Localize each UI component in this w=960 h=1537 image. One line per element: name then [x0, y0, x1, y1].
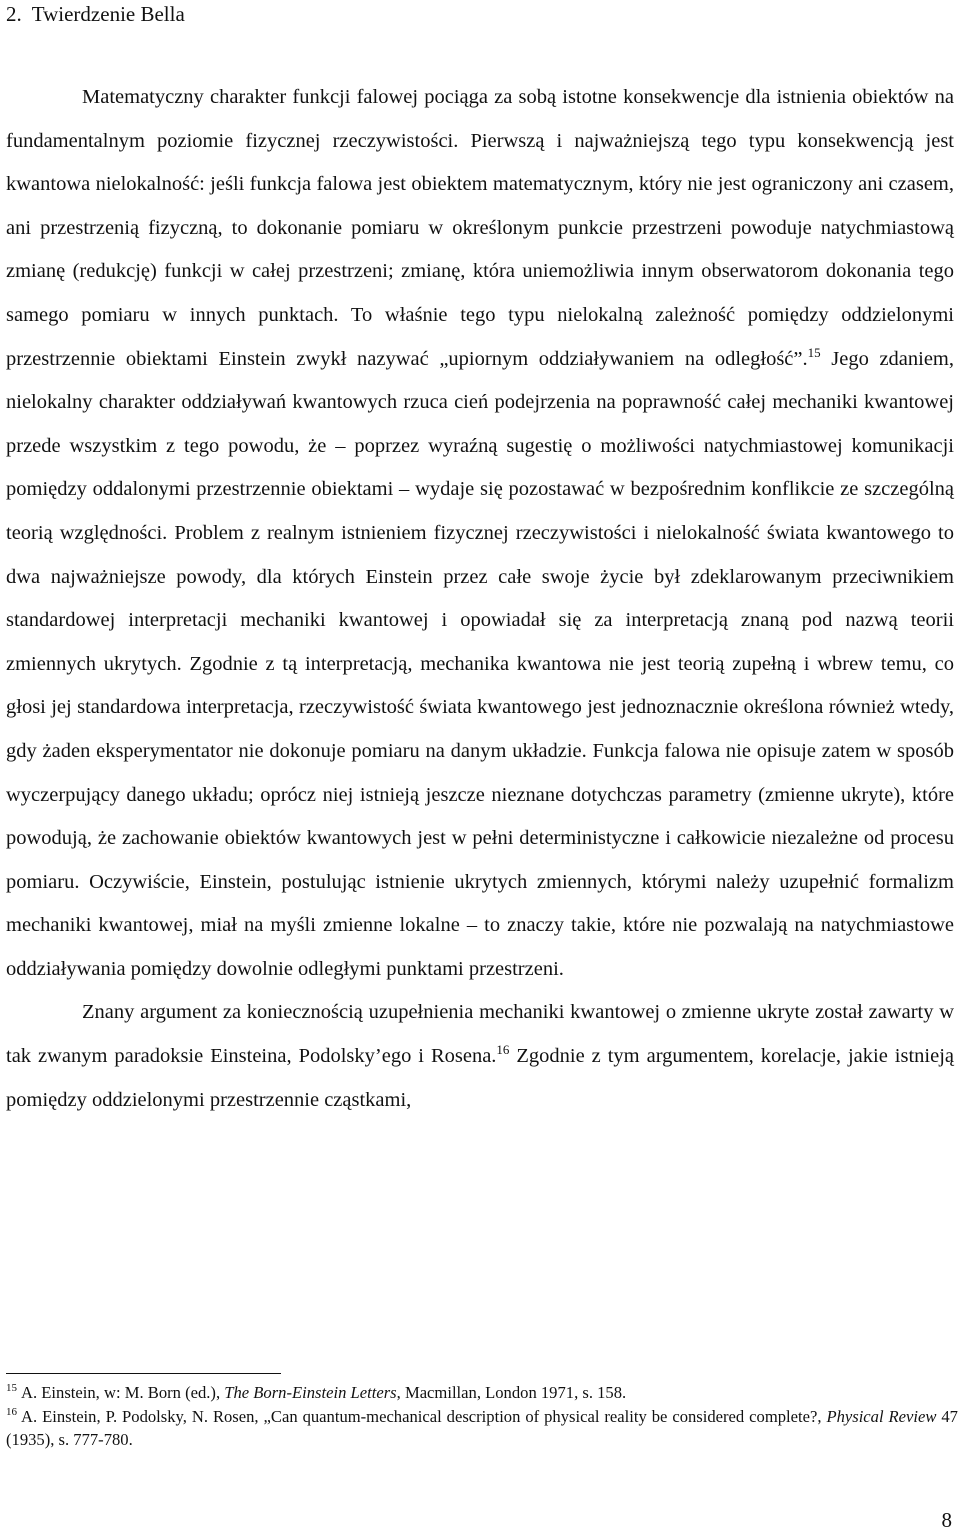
footnote-text: , Macmillan, London 1971, s. 158.: [396, 1383, 627, 1402]
footnote-reference: 16: [496, 1042, 510, 1058]
body-text: [6, 76, 954, 1122]
footnote-text: A. Einstein, P. Podolsky, N. Rosen, „Can quantum-mechanical description of physical reality be considered complete?,: [21, 1406, 827, 1426]
paragraph: [6, 991, 954, 1122]
footnote-number: 16: [6, 1405, 17, 1418]
footnote-text: 47 (1935), s. 777-780.: [6, 1406, 958, 1449]
page-number: 8: [941, 1508, 952, 1532]
footnote: [6, 1381, 958, 1405]
footnote-number: 15: [6, 1382, 17, 1395]
footnote-reference: 15: [807, 344, 821, 360]
section-heading: [6, 2, 185, 26]
paragraph-text: Matematyczny charakter funkcji falowej pociąga za sobą istotne konsekwencje dla istnienia obiektów na fundamentalnym poziomie fizycznej rzeczywistości. Pierwszą i najważniejszą tego typu konsekwencją jest kwantowa nielokalność: jeśli funkcja falowa jest obiektem matematycznym, który nie jest ograniczony ani czasem, ani przestrzenią fizyczną, to dokonanie pomiaru w określonym punkcie przestrzeni powoduje natychmiastową zmianę (redukcję) funkcji w całej przestrzeni; zmianę, która uniemożliwia innym obserwatorom dokonania tego samego pomiaru w innych punktach. To właśnie tego typu nielokalną zależność pomiędzy oddzielonymi przestrzennie obiektami Einstein zwykł nazywać „upiornym oddziaływaniem na odległość”.: [6, 86, 954, 370]
footnote-title: Physical Review: [826, 1406, 937, 1426]
paragraph-text: Jego zdaniem, nielokalny charakter oddziaływań kwantowych rzuca cień podejrzenia na poprawność całej mechaniki kwantowej przede wszystkim z tego powodu, że – poprzez wyraźną sugestię o możliwości natychmiastowej komunikacji pomiędzy oddalonymi przestrzennie obiektami – wydaje się pozostawać w bezpośrednim konflikcie ze szczególną teorią względności. Problem z realnym istnieniem fizycznej rzeczywistości i nielokalność świata kwantowego to dwa najważniejsze powody, dla których Einstein przez całe swoje życie był zdeklarowanym przeciwnikiem standardowej interpretacji mechaniki kwantowej i opowiadał się za interpretacją znaną pod nazwą teorii zmiennych ukrytych. Zgodnie z tą interpretacją, mechanika kwantowa nie jest teorią zupełną i wbrew temu, co głosi jej standardowa interpretacja, rzeczywistość świata kwantowego jest jednoznacznie określona również wtedy, gdy żaden eksperymentator nie dokonuje pomiaru na danym układzie. Funkcja falowa nie opisuje zatem w sposób wyczerpujący danego układu; oprócz niej istnieją jeszcze nieznane dotychczas parametry (zmienne ukryte), które powodują, że zachowanie obiektów kwantowych jest w pełni deterministyczne i całkowicie niezależne od procesu pomiaru. Oczywiście, Einstein, postulując istnienie ukrytych zmiennych, którymi należy uzupełnić formalizm mechaniki kwantowej, miał na myśli zmienne lokalne – to znaczy takie, które nie pozwalają na natychmiastowe oddziaływania pomiędzy dowolnie odległymi punktami przestrzeni.: [6, 347, 955, 980]
section-number: 2.: [6, 2, 22, 26]
footnotes: [6, 1381, 958, 1452]
footnote: [6, 1405, 958, 1452]
paragraph: [6, 76, 954, 991]
footnote-title: The Born-Einstein Letters: [224, 1383, 397, 1402]
paragraph-text: Zgodnie z tym argumentem, korelacje, jakie istnieją pomiędzy oddzielonymi przestrzennie cząstkami,: [6, 1045, 954, 1111]
footnote-text: A. Einstein, w: M. Born (ed.),: [21, 1383, 225, 1402]
footnote-separator: [6, 1373, 281, 1374]
paragraph-text: Znany argument za koniecznością uzupełnienia mechaniki kwantowej o zmienne ukryte został zawarty w tak zwanym paradoksie Einsteina, Podolsky’ego i Rosena.: [6, 1001, 954, 1068]
section-title: Twierdzenie Bella: [31, 2, 185, 26]
